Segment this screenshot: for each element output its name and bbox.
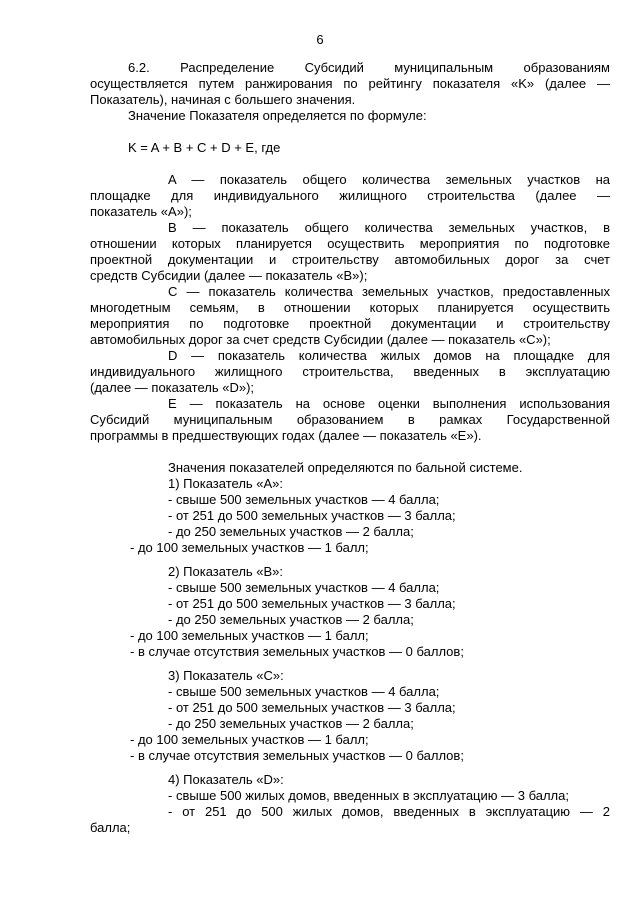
definition-e [90,396,610,444]
scoring-item: - до 100 земельных участков — 1 балл; [130,732,369,747]
scoring-item: - до 250 земельных участков — 2 балла; [168,716,414,731]
scoring-item: - до 100 земельных участков — 1 балл; [130,628,369,643]
paragraph-line: многодетным семьям, в отношении которых планируется осуществить [90,300,610,315]
definition-a [90,172,610,220]
definition-d [90,348,610,396]
paragraph-line: Субсидий муниципальным образованием в рамках Государственной [90,412,610,427]
paragraph-6-2 [90,60,610,108]
scoring-item: - в случае отсутствия земельных участков — 0 баллов; [130,748,464,763]
paragraph-line: A — показатель общего количества земельных участков на [168,172,610,187]
indicator-title: 1) Показатель «A»: [168,476,284,491]
indicator-b-scoring [90,564,610,660]
scoring-item: - свыше 500 земельных участков — 4 балла; [168,684,440,699]
indicator-title: 2) Показатель «B»: [168,564,284,579]
paragraph-line: D — показатель количества жилых домов на площадке для [168,348,610,363]
indicator-title: 4) Показатель «D»: [168,772,284,787]
paragraph-line: площадке для индивидуального жилищного строительства (далее — [90,188,610,203]
paragraph-line: 6.2. Распределение Субсидий муниципальным образованиям [128,60,610,75]
scoring-item: - до 250 земельных участков — 2 балла; [168,524,414,539]
paragraph-line: проектной документации и строительству автомобильных дорог за счет [90,252,610,267]
scoring-item: - от 251 до 500 земельных участков — 3 балла; [168,700,456,715]
scoring-item: - от 251 до 500 жилых домов, введенных в эксплуатацию — 2 [168,804,610,819]
scoring-item: - свыше 500 земельных участков — 4 балла; [168,492,440,507]
paragraph-line: отношении которых планируется осуществить мероприятия по подготовке [90,236,610,251]
paragraph-line: средств Субсидии (далее — показатель «B»); [90,268,368,283]
scoring-item: - до 250 земельных участков — 2 балла; [168,612,414,627]
definition-c [90,284,610,348]
paragraph-line: E — показатель на основе оценки выполнения использования [168,396,610,411]
scoring-intro: Значения показателей определяются по бальной системе. [168,460,523,475]
indicator-d-scoring [90,772,610,836]
scoring-item: - в случае отсутствия земельных участков — 0 баллов; [130,644,464,659]
paragraph-line: показатель «A»); [90,204,192,219]
paragraph-line: мероприятия по подготовке проектной документации и строительству [90,316,610,331]
paragraph-line: осуществляется путем ранжирования по рейтингу показателя «K» (далее — [90,76,610,91]
paragraph-line: программы в предшествующих годах (далее — показатель «E»). [90,428,482,443]
indicator-title: 3) Показатель «C»: [168,668,284,683]
indicator-a-scoring [90,476,610,556]
scoring-item: - от 251 до 500 земельных участков — 3 балла; [168,508,456,523]
paragraph-line: C — показатель количества земельных участков, предоставленных [168,284,610,299]
document-body [90,60,610,836]
scoring-item-continuation: балла; [90,820,131,835]
paragraph-line: B — показатель общего количества земельных участков, в [168,220,610,235]
paragraph-line: индивидуального жилищного строительства, введенных в эксплуатацию [90,364,610,379]
paragraph-line: Показатель), начиная с большего значения. [90,92,356,107]
formula: K = A + B + C + D + E, где [128,140,281,155]
scoring-item: - от 251 до 500 земельных участков — 3 балла; [168,596,456,611]
formula-intro: Значение Показателя определяется по формуле: [128,108,427,123]
scoring-item: - свыше 500 жилых домов, введенных в эксплуатацию — 3 балла; [168,788,569,803]
paragraph-line: автомобильных дорог за счет средств Субсидии (далее — показатель «C»); [90,332,551,347]
scoring-item: - до 100 земельных участков — 1 балл; [130,540,369,555]
indicator-c-scoring [90,668,610,764]
paragraph-line: (далее — показатель «D»); [90,380,255,395]
definition-b [90,220,610,284]
page-number: 6 [316,32,324,47]
scoring-item: - свыше 500 земельных участков — 4 балла; [168,580,440,595]
